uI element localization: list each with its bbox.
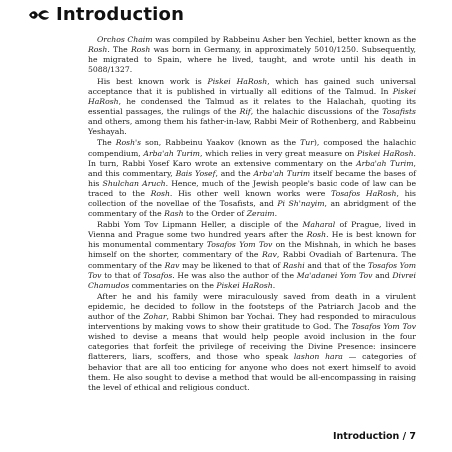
text-run: . Hence, much of the Jewish people's basic code of law can be traced to the (88, 178, 416, 198)
italic-run: Tosafos (143, 270, 173, 280)
text-run: to that of (101, 270, 144, 280)
italic-run: Arba'ah Turim (253, 168, 311, 178)
text-run: The (97, 138, 116, 148)
text-run: and others, among them his father-in-law, Rabbi Meir of Rothenberg, and Rabbeinu Yeshayah. (88, 116, 416, 136)
text-run: wished to devise a means that would help people avoid inclusion in the four categories that forfeit the privilege of receiving the Divine Presence: insincere flatterers, liars, scoffers, and those who speak (88, 332, 416, 362)
paragraph (88, 292, 416, 392)
text-run: , the halachic discussions of the (250, 106, 383, 116)
text-run: . He is best known for his monumental commentary (88, 230, 416, 250)
text-run: After he and his family were miraculously saved from death in a virulent epidemic, he decided to follow in the footsteps of the Patriarch Jacob and the author of the (88, 292, 416, 322)
text-run: and that of the (304, 260, 368, 270)
italic-run: Tosafos HaRosh (331, 188, 397, 198)
text-run: on the Mishnah, in which he bases himself on the shorter, commentary of the (88, 240, 416, 260)
text-run: Rabbi Yom Tov Lipmann Heller, a disciple of the (97, 220, 303, 230)
italic-run: Rosh's (115, 138, 142, 148)
text-run: commentaries on the (129, 280, 217, 290)
text-run: . (272, 280, 276, 290)
text-run: . The (107, 45, 131, 55)
text-run: His best known work is (97, 76, 208, 86)
text-run: , an abridgment of the commentary of the (88, 198, 416, 218)
italic-run: Tosafos Yom Tov (206, 240, 273, 250)
text-run: itself became the bases of his (88, 168, 416, 188)
text-run: may be likened to that of (179, 260, 283, 270)
text-run: , which has gained such universal acceptance that it is published in virtually all editions of the Talmud. In (88, 76, 417, 96)
text-run: , his collection of the novellae of the Tosafists, and (88, 188, 416, 208)
paragraph (88, 220, 416, 290)
italic-run: Piskei HaRosh (88, 86, 416, 106)
text-run: , and this commentary, (88, 158, 416, 178)
text-run: of Prague, lived in Vienna and Prague some two hundred years after the (88, 220, 416, 240)
text-run: . (274, 208, 278, 218)
text-run: , Rabbi Ovadiah of Bartenura. The commentary of the (88, 250, 417, 270)
text-run: was compiled by Rabbeinu Asher ben Yechiel, better known as the (152, 35, 416, 44)
italic-run: Rav (164, 260, 180, 270)
italic-run: Rash (164, 208, 184, 218)
italic-run: Rashi (282, 260, 305, 270)
italic-run: Pi Sh'nayim (277, 198, 325, 208)
text-run: to the Order of (183, 208, 247, 218)
running-footer: Introduction / 7 (332, 431, 416, 442)
text-run: . His other well known works were (169, 188, 332, 198)
italic-run: Piskei HaRosh (357, 148, 414, 158)
italic-run: Rosh (306, 230, 327, 240)
text-run: son, Rabbeinu Yaakov (known as the (141, 138, 301, 148)
italic-run: Tosafos Yom Tov (351, 322, 416, 332)
italic-run: Rosh (150, 188, 170, 198)
text-run: . In turn, Rabbi Yosef Karo wrote an extensive commentary on the (88, 148, 416, 168)
italic-run: Piskei HaRosh (216, 280, 273, 290)
italic-run: lashon hara (293, 352, 343, 362)
italic-run: Orchos Chaim (97, 35, 153, 44)
paragraph (88, 35, 416, 75)
italic-run: Zeraim (246, 208, 275, 218)
text-run: , he condensed the Talmud as it relates to the Halachah, quoting its essential passages, the rulings of the (88, 96, 416, 116)
italic-run: Rosh (88, 45, 108, 55)
body-text (88, 35, 416, 394)
text-run: . He was also the author of the (172, 270, 297, 280)
italic-run: Tosafists (382, 106, 416, 116)
italic-run: Tosafos Yom Tov (88, 260, 416, 280)
italic-run: Ma'adanei Yom Tov (296, 270, 373, 280)
text-run: and (372, 270, 393, 280)
text-run: , which relies in very great measure on (199, 148, 358, 158)
text-run: , and the (215, 168, 254, 178)
italic-run: Maharal (302, 220, 336, 230)
text-run: , Rabbi Shimon bar Yochai. They had responded to miraculous interventions by making vows to show their gratitude to God. The (88, 312, 416, 332)
text-run: was born in Germany, in approximately 5010/1250. Subsequently, he migrated to Spain, where he lived, taught, and wrote until his death in 5088/1327. (88, 45, 416, 75)
italic-run: Bais Yosef (175, 168, 216, 178)
italic-run: Divrei Chamudos (88, 270, 416, 290)
italic-run: Tur (300, 138, 314, 148)
chapter-heading (28, 4, 184, 25)
italic-run: Rav (261, 250, 277, 260)
italic-run: Arba'ah Turim (143, 148, 200, 158)
text-run: — categories of behavior that are all too enticing for anyone who does not exert himself to avoid them. He also sought to devise a method that would be all-encompassing in raising the level of ethical and religious conduct. (88, 352, 416, 392)
italic-run: Rif (239, 106, 251, 116)
text-run: ), composed the halachic compendium, (88, 138, 416, 158)
fleuron-icon (28, 7, 50, 23)
italic-run: Rosh (130, 45, 151, 55)
italic-run: Zohar (143, 312, 167, 322)
paragraph (88, 77, 416, 137)
italic-run: Shulchan Aruch (102, 178, 166, 188)
italic-run: Arba'ah Turim (356, 158, 414, 168)
paragraph (88, 138, 416, 218)
italic-run: Piskei HaRosh (207, 76, 268, 86)
page-title: Introduction (56, 4, 185, 25)
